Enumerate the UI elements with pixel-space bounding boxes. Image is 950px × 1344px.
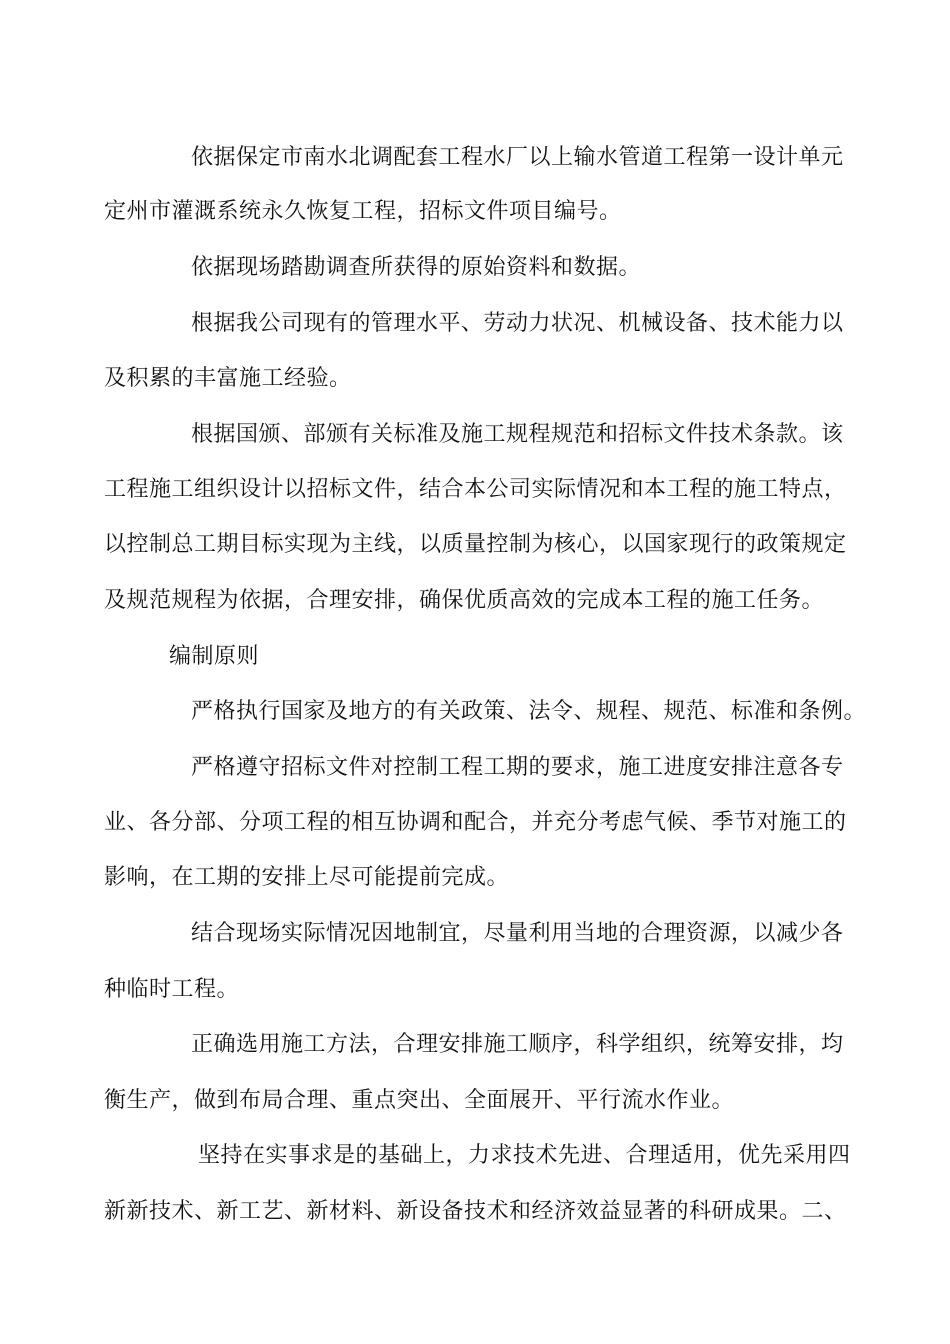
text-line: 业、各分部、分项工程的相互协调和配合，并充分考虑气候、季节对施工的 <box>104 810 847 835</box>
text-line: 定州市灌溉系统永久恢复工程，招标文件项目编号。 <box>104 199 622 224</box>
section-heading: 编制原则 <box>169 644 260 669</box>
text-line: 种临时工程。 <box>104 977 240 1002</box>
text-line: 影响，在工期的安排上尽可能提前完成。 <box>104 865 510 890</box>
text-line: 坚持在实事求是的基础上，力求技术先进、合理适用，优先采用四 <box>198 1143 851 1168</box>
text-line: 根据我公司现有的管理水平、劳动力状况、机械设备、技术能力以 <box>191 311 844 336</box>
text-line: 依据现场踏勘调查所获得的原始资料和数据。 <box>191 255 642 280</box>
text-line: 结合现场实际情况因地制宜，尽量利用当地的合理资源，以减少各 <box>191 921 844 946</box>
text-line: 依据保定市南水北调配套工程水厂以上输水管道工程第一设计单元 <box>191 145 844 170</box>
text-line: 严格遵守招标文件对控制工程工期的要求，施工进度安排注意各专 <box>191 755 844 780</box>
text-line: 新新技术、新工艺、新材料、新设备技术和经济效益显著的科研成果。二、 <box>104 1199 847 1224</box>
text-line: 以控制总工期目标实现为主线，以质量控制为核心，以国家现行的政策规定 <box>104 532 847 557</box>
text-line: 及积累的丰富施工经验。 <box>104 366 352 391</box>
text-line: 正确选用施工方法，合理安排施工顺序，科学组织，统筹安排，均 <box>191 1032 844 1057</box>
text-line: 及规范规程为依据，合理安排，确保优质高效的完成本工程的施工任务。 <box>104 588 825 613</box>
text-line: 工程施工组织设计以招标文件，结合本公司实际情况和本工程的施工特点， <box>104 477 847 502</box>
text-line: 根据国颁、部颁有关标准及施工规程规范和招标文件技术条款。该 <box>191 422 844 447</box>
text-line: 严格执行国家及地方的有关政策、法令、规程、规范、标准和条例。 <box>191 699 867 724</box>
text-line: 衡生产，做到布局合理、重点突出、全面展开、平行流水作业。 <box>104 1088 735 1113</box>
